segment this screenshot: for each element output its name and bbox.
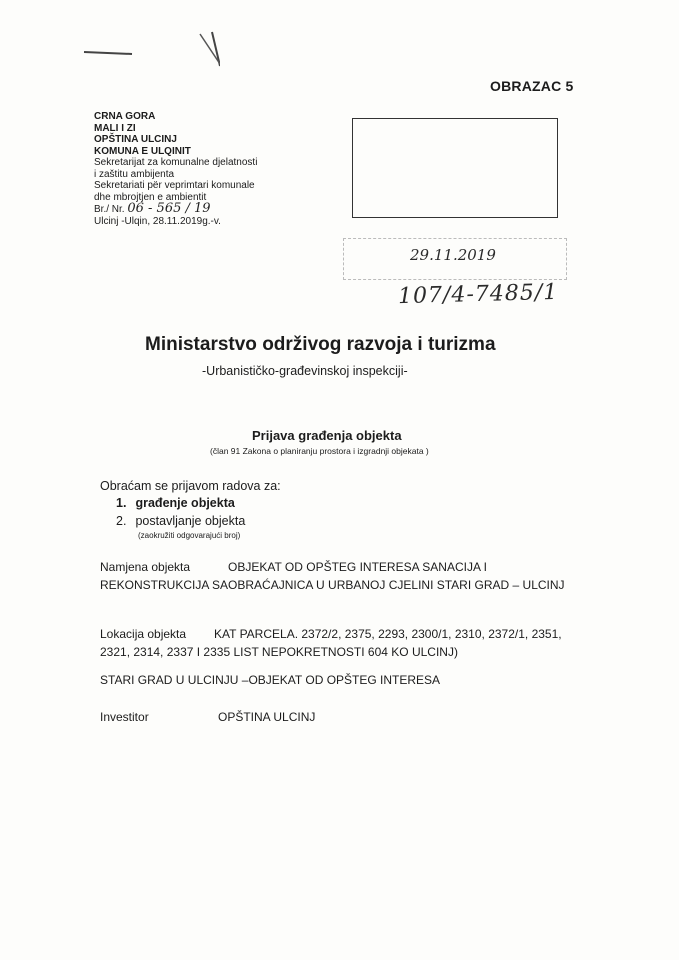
- option1-number: 1.: [116, 496, 127, 510]
- header-country: CRNA GORA: [94, 111, 156, 122]
- location-field: [100, 625, 590, 661]
- stamp-date-handwritten: 29.11.2019: [410, 246, 496, 264]
- purpose-field: [100, 558, 590, 594]
- option2-label: postavljanje objekta: [135, 514, 246, 528]
- option-construction: [116, 496, 235, 510]
- option2-number: 2.: [116, 514, 127, 528]
- registry-number-handwritten: 107/4-7485/1: [397, 279, 559, 310]
- header-municipality: OPŠTINA ULCINJ: [94, 134, 177, 145]
- option1-label: građenje objekta: [135, 496, 235, 510]
- investor-label: Investitor: [100, 710, 149, 724]
- header-place-date: Ulcinj -Ulqin, 28.11.2019g.-v.: [94, 215, 221, 227]
- investor-value: OPŠTINA ULCINJ: [218, 710, 316, 724]
- issuer-header: [94, 111, 257, 227]
- header-secretariat-cont: i zaštitu ambijenta: [94, 168, 175, 180]
- form-code: OBRAZAC 5: [490, 78, 574, 94]
- purpose-value: OBJEKAT OD OPŠTEG INTERESA SANACIJA I REKONSTRUKCIJA SAOBRAĆAJNICA U URBANOJ CJELINI STARI GRAD – ULCINJ: [100, 560, 565, 592]
- option-placement: [116, 514, 245, 528]
- option-note: (zaokružiti odgovarajući broj): [138, 531, 241, 540]
- header-municipality-alb: KOMUNA E ULQINIT: [94, 145, 191, 157]
- ministry-title: Ministarstvo održivog razvoja i turizma: [145, 334, 496, 355]
- number-label: Br./ Nr.: [94, 204, 125, 215]
- header-secretariat: Sekretarijat za komunalne djelatnosti: [94, 157, 258, 168]
- document-legal-reference: (član 91 Zakona o planiranju prostora i izgradnji objekata ): [210, 446, 429, 456]
- inspection-subtitle: -Urbanističko-građevinskoj inspekciji-: [202, 364, 408, 378]
- pen-scribble-mark: [70, 18, 220, 68]
- header-secretariat-alb-cont: dhe mbrojtjen e ambientit: [94, 191, 207, 203]
- application-intro: Obraćam se prijavom radova za:: [100, 479, 281, 493]
- location-label: Lokacija objekta: [100, 627, 187, 641]
- number-handwritten: 06 - 565 / 19: [127, 201, 211, 216]
- document-title: Prijava građenja objekta: [252, 428, 402, 443]
- purpose-label: Namjena objekta: [100, 560, 191, 574]
- header-number-line: [94, 203, 257, 216]
- address-line: STARI GRAD U ULCINJU –OBJEKAT OD OPŠTEG INTERESA: [100, 673, 441, 687]
- header-country-alb: MALI I ZI: [94, 122, 136, 134]
- header-secretariat-alb: Sekretariati për veprimtari komunale: [94, 180, 255, 191]
- registry-stamp-box: [352, 118, 558, 218]
- location-value: KAT PARCELA. 2372/2, 2375, 2293, 2300/1, 2310, 2372/1, 2351, 2321, 2314, 2337 I 2335 LIST NEPOKRETNOSTI 604 KO ULCINJ): [100, 627, 562, 659]
